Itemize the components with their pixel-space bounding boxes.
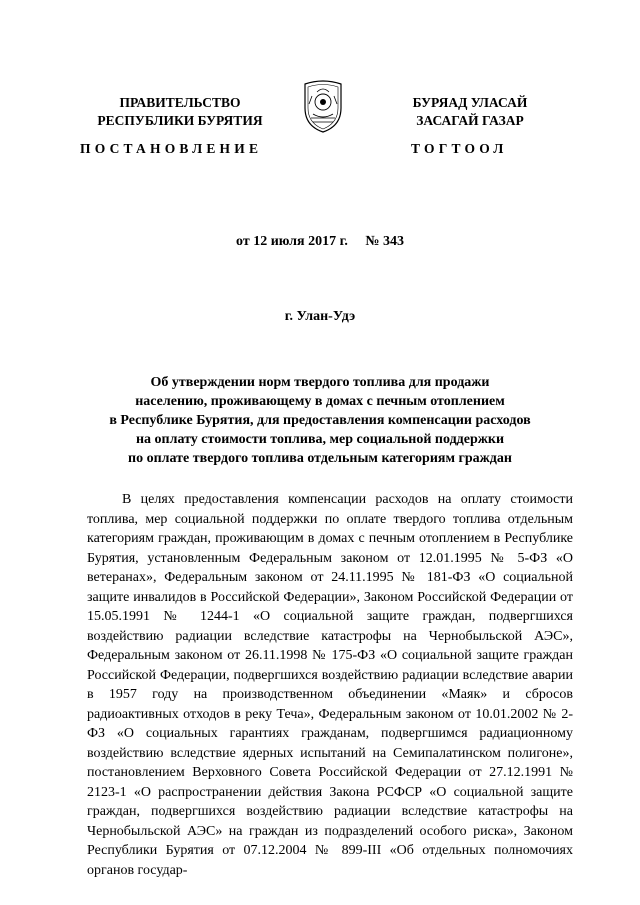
header-right — [382, 94, 558, 130]
city: г. Улан-Удэ — [284, 309, 356, 324]
government-name-line1: ПРАВИТЕЛЬСТВО — [119, 95, 241, 110]
government-name-buryat-line1: БУРЯАД УЛАСАЙ — [412, 95, 528, 110]
title-line: по оплате твердого топлива отдельным категориям граждан — [128, 451, 512, 466]
decree-label-russian: ПОСТАНОВЛЕНИЕ — [80, 141, 263, 156]
government-name-line2: РЕСПУБЛИКИ БУРЯТИЯ — [97, 113, 263, 128]
government-name-buryat-line2: ЗАСАГАЙ ГАЗАР — [416, 113, 524, 128]
body-paragraph: В целях предоставления компенсации расходов на оплату стоимости топлива, мер социальной поддержки по оплате твердого топлива отдельным категориям граждан, проживающим в домах с печным отоплением в Республике Бурятия, установленным Федеральным законом от 12.01.1995 № 5-ФЗ «О ветеранах», Федеральным законом от 24.11.1995 № 181-ФЗ «О социальной защите инвалидов в Российской Федерации», Законом Российской Федерации от 15.05.1991 № 1244-1 «О социальной защите граждан, подвергшихся воздействию радиации вследствие катастрофы на Чернобыльской АЭС», Федеральным законом от 26.11.1998 № 175-ФЗ «О социальной защите граждан Российской Федерации, подвергшихся воздействию радиации вследствие аварии в 1957 году на производственном объединении «Маяк» и сбросов радиоактивных отходов в реку Теча», Федеральным законом от 10.01.2002 № 2-ФЗ «О социальных гарантиях гражданам, подвергшимся радиационному воздействию вследствие ядерных испытаний на Семипалатинском полигоне», постановлением Верховного Совета Российской Федерации от 27.12.1991 № 2123-1 «О распространении действия Закона РСФСР «О социальной защите граждан, подвергшихся воздействию радиации вследствие катастрофы на Чернобыльской АЭС» на граждан из подразделений особого риска», Законом Республики Бурятия от 07.12.2004 № 899-III «Об отдельных полномочиях органов государ- — [87, 492, 573, 878]
decree-number: № 343 — [365, 234, 404, 249]
header-left — [92, 94, 268, 130]
date-line — [0, 234, 640, 250]
title-line: на оплату стоимости топлива, мер социальной поддержки — [135, 432, 505, 447]
decree-label-buryat: ТОГТООЛ — [411, 141, 508, 156]
decree-date: от 12 июля 2017 г. — [236, 234, 348, 249]
title-line: населению, проживающему в домах с печным отоплением — [135, 394, 505, 409]
title-line: в Республике Бурятия, для предоставления компенсации расходов — [109, 413, 531, 428]
document-title — [80, 373, 560, 468]
coat-of-arms-buryatia-icon — [301, 78, 345, 134]
title-line: Об утверждении норм твердого топлива для продажи — [150, 375, 490, 390]
